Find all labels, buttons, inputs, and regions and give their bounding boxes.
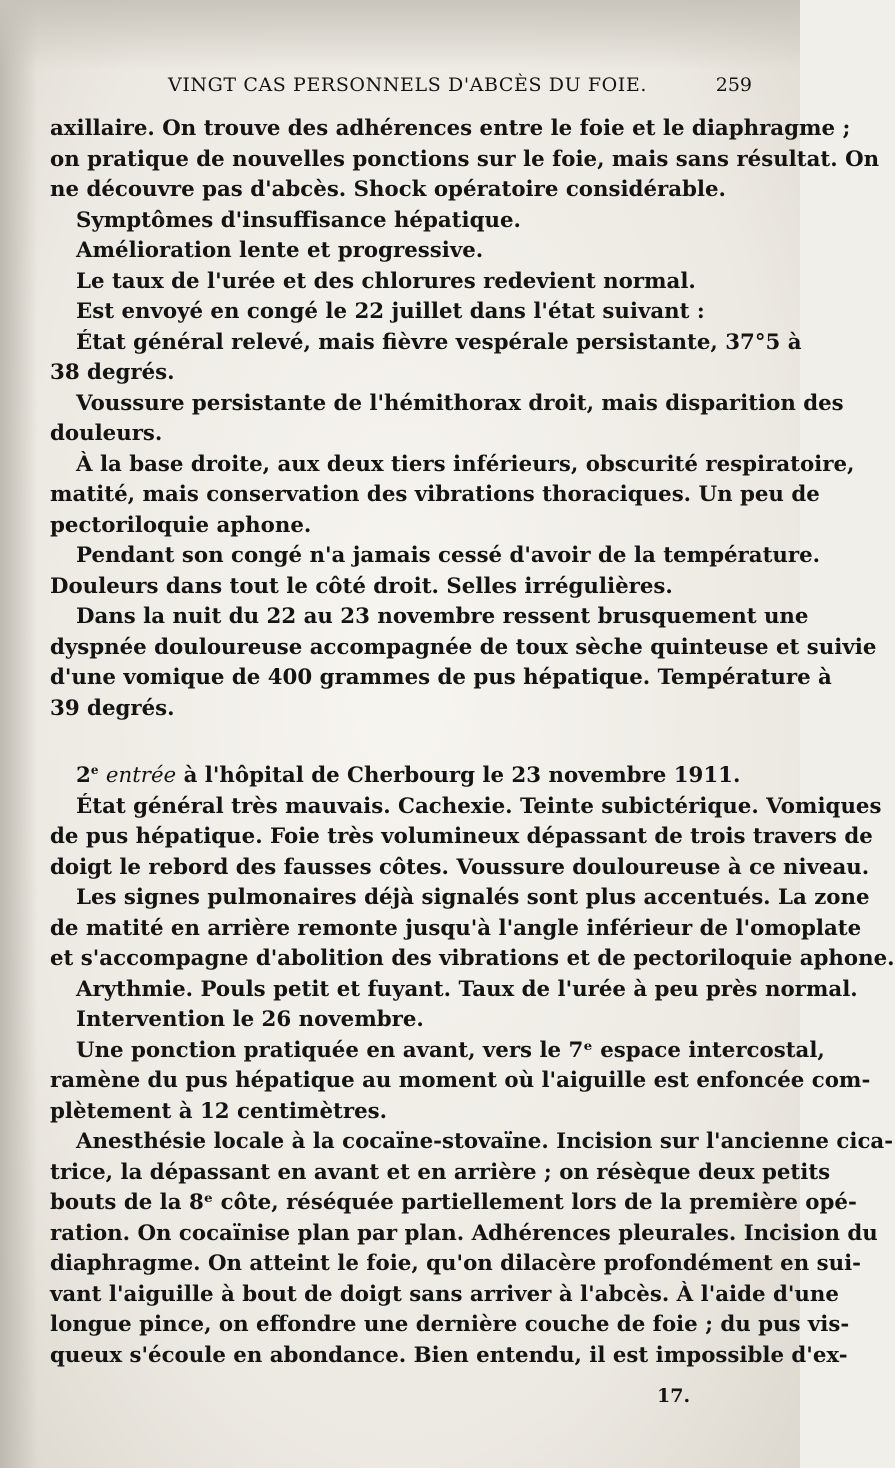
section-ordinal: 2 xyxy=(76,763,91,789)
text-line: État général relevé, mais fièvre vespérale persistante, 37°5 à xyxy=(76,329,802,355)
text-line: vant l'aiguille à bout de doigt sans arriver à l'abcès. À l'aide d'une xyxy=(50,1281,839,1307)
text-line: Une ponction pratiquée en avant, vers le 7ᵉ espace intercostal, xyxy=(76,1037,825,1063)
paragraph xyxy=(50,450,855,542)
text-line: À la base droite, aux deux tiers inférieurs, obscurité respiratoire, xyxy=(76,451,855,477)
paragraph xyxy=(50,602,877,724)
paragraph xyxy=(50,792,882,884)
text-line: plètement à 12 centimètres. xyxy=(50,1098,388,1124)
paragraph xyxy=(50,328,802,389)
text-line: dyspnée douloureuse accompagnée de toux sèche quinteuse et suivie xyxy=(50,634,877,660)
paragraph xyxy=(50,1127,894,1371)
text-line: 39 degrés. xyxy=(50,695,175,721)
text-line: Arythmie. Pouls petit et fuyant. Taux de l'urée à peu près normal. xyxy=(76,976,858,1002)
text-line: Le taux de l'urée et des chlorures redevient normal. xyxy=(76,268,696,294)
section-rest: à l'hôpital de Cherbourg le 23 novembre 1911. xyxy=(176,763,741,789)
paragraph xyxy=(50,206,753,237)
paragraph xyxy=(50,883,895,975)
text-line: État général très mauvais. Cachexie. Teinte subictérique. Vomiques xyxy=(76,793,882,819)
text-line: de matité en arrière remonte jusqu'à l'angle inférieur de l'omoplate xyxy=(50,915,862,941)
body-text xyxy=(50,114,895,1371)
section-italic-word: entrée xyxy=(105,763,177,789)
page-number: 259 xyxy=(715,74,752,96)
text-line: et s'accompagne d'abolition des vibrations et de pectoriloquie aphone. xyxy=(50,946,895,972)
paragraph xyxy=(50,975,858,1006)
section-heading xyxy=(50,755,753,792)
text-line: Intervention le 26 novembre. xyxy=(76,1007,424,1033)
text-line: ration. On cocaïnise plan par plan. Adhérences pleurales. Incision du xyxy=(50,1220,878,1246)
text-line: axillaire. On trouve des adhérences entre le foie et le diaphragme ; xyxy=(50,116,851,141)
text-line: d'une vomique de 400 grammes de pus hépatique. Température à xyxy=(50,665,832,690)
text-line: Voussure persistante de l'hémithorax droit, mais disparition des xyxy=(76,390,844,416)
text-line: Douleurs dans tout le côté droit. Selles irrégulières. xyxy=(50,573,673,599)
text-line: longue pince, on effondre une dernière couche de foie ; du pus vis- xyxy=(50,1312,850,1338)
text-line: bouts de la 8ᵉ côte, réséquée partiellement lors de la première opé- xyxy=(50,1190,857,1216)
text-line: on pratique de nouvelles ponctions sur le foie, mais sans résultat. On xyxy=(50,146,880,172)
paragraph xyxy=(50,389,844,450)
page-top-shadow xyxy=(0,0,800,70)
text-line: ramène du pus hépatique au moment où l'aiguille est enfoncée com- xyxy=(50,1068,871,1094)
text-line: matité, mais conservation des vibrations thoraciques. Un peu de xyxy=(50,482,820,507)
paragraph xyxy=(50,114,880,206)
signature-mark: 17. xyxy=(657,1385,691,1407)
text-block-2 xyxy=(50,792,895,1372)
text-line: Est envoyé en congé le 22 juillet dans l'état suivant : xyxy=(76,299,705,324)
text-line: de pus hépatique. Foie très volumineux dépassant de trois travers de xyxy=(50,824,873,850)
paragraph xyxy=(50,236,753,267)
paragraph xyxy=(50,297,753,328)
paragraph xyxy=(50,1036,871,1128)
paragraph xyxy=(50,267,753,298)
text-line: Dans la nuit du 22 au 23 novembre ressent brusquement une xyxy=(76,604,809,629)
page-gutter-shadow xyxy=(0,0,38,1468)
text-line: diaphragme. On atteint le foie, qu'on dilacère profondément en sui- xyxy=(50,1251,862,1277)
paragraph xyxy=(50,1005,753,1036)
text-line: queux s'écoule en abondance. Bien entendu, il est impossible d'ex- xyxy=(50,1342,848,1368)
text-line: pectoriloquie aphone. xyxy=(50,512,312,538)
text-line: 38 degrés. xyxy=(50,360,175,385)
section-gap xyxy=(50,724,753,755)
text-line: Symptômes d'insuffisance hépatique. xyxy=(76,207,521,233)
text-line: ne découvre pas d'abcès. Shock opératoire considérable. xyxy=(50,177,726,202)
text-line: Amélioration lente et progressive. xyxy=(76,238,484,263)
text-block-1 xyxy=(50,114,880,724)
text-line: Pendant son congé n'a jamais cessé d'avoir de la température. xyxy=(76,543,821,568)
paragraph xyxy=(50,541,821,602)
text-line: Les signes pulmonaires déjà signalés sont plus accentués. La zone xyxy=(76,885,870,911)
text-line: douleurs. xyxy=(50,421,163,446)
text-line: Anesthésie locale à la cocaïne-stovaïne. Incision sur l'ancienne cica- xyxy=(76,1129,894,1155)
text-line: trice, la dépassant en avant et en arrière ; on résèque deux petits xyxy=(50,1159,831,1185)
text-line: doigt le rebord des fausses côtes. Voussure douloureuse à ce niveau. xyxy=(50,854,870,880)
running-header xyxy=(50,74,752,106)
running-title: VINGT CAS PERSONNELS D'ABCÈS DU FOIE. xyxy=(168,74,648,96)
section-ordinal-sup: e xyxy=(90,763,99,777)
